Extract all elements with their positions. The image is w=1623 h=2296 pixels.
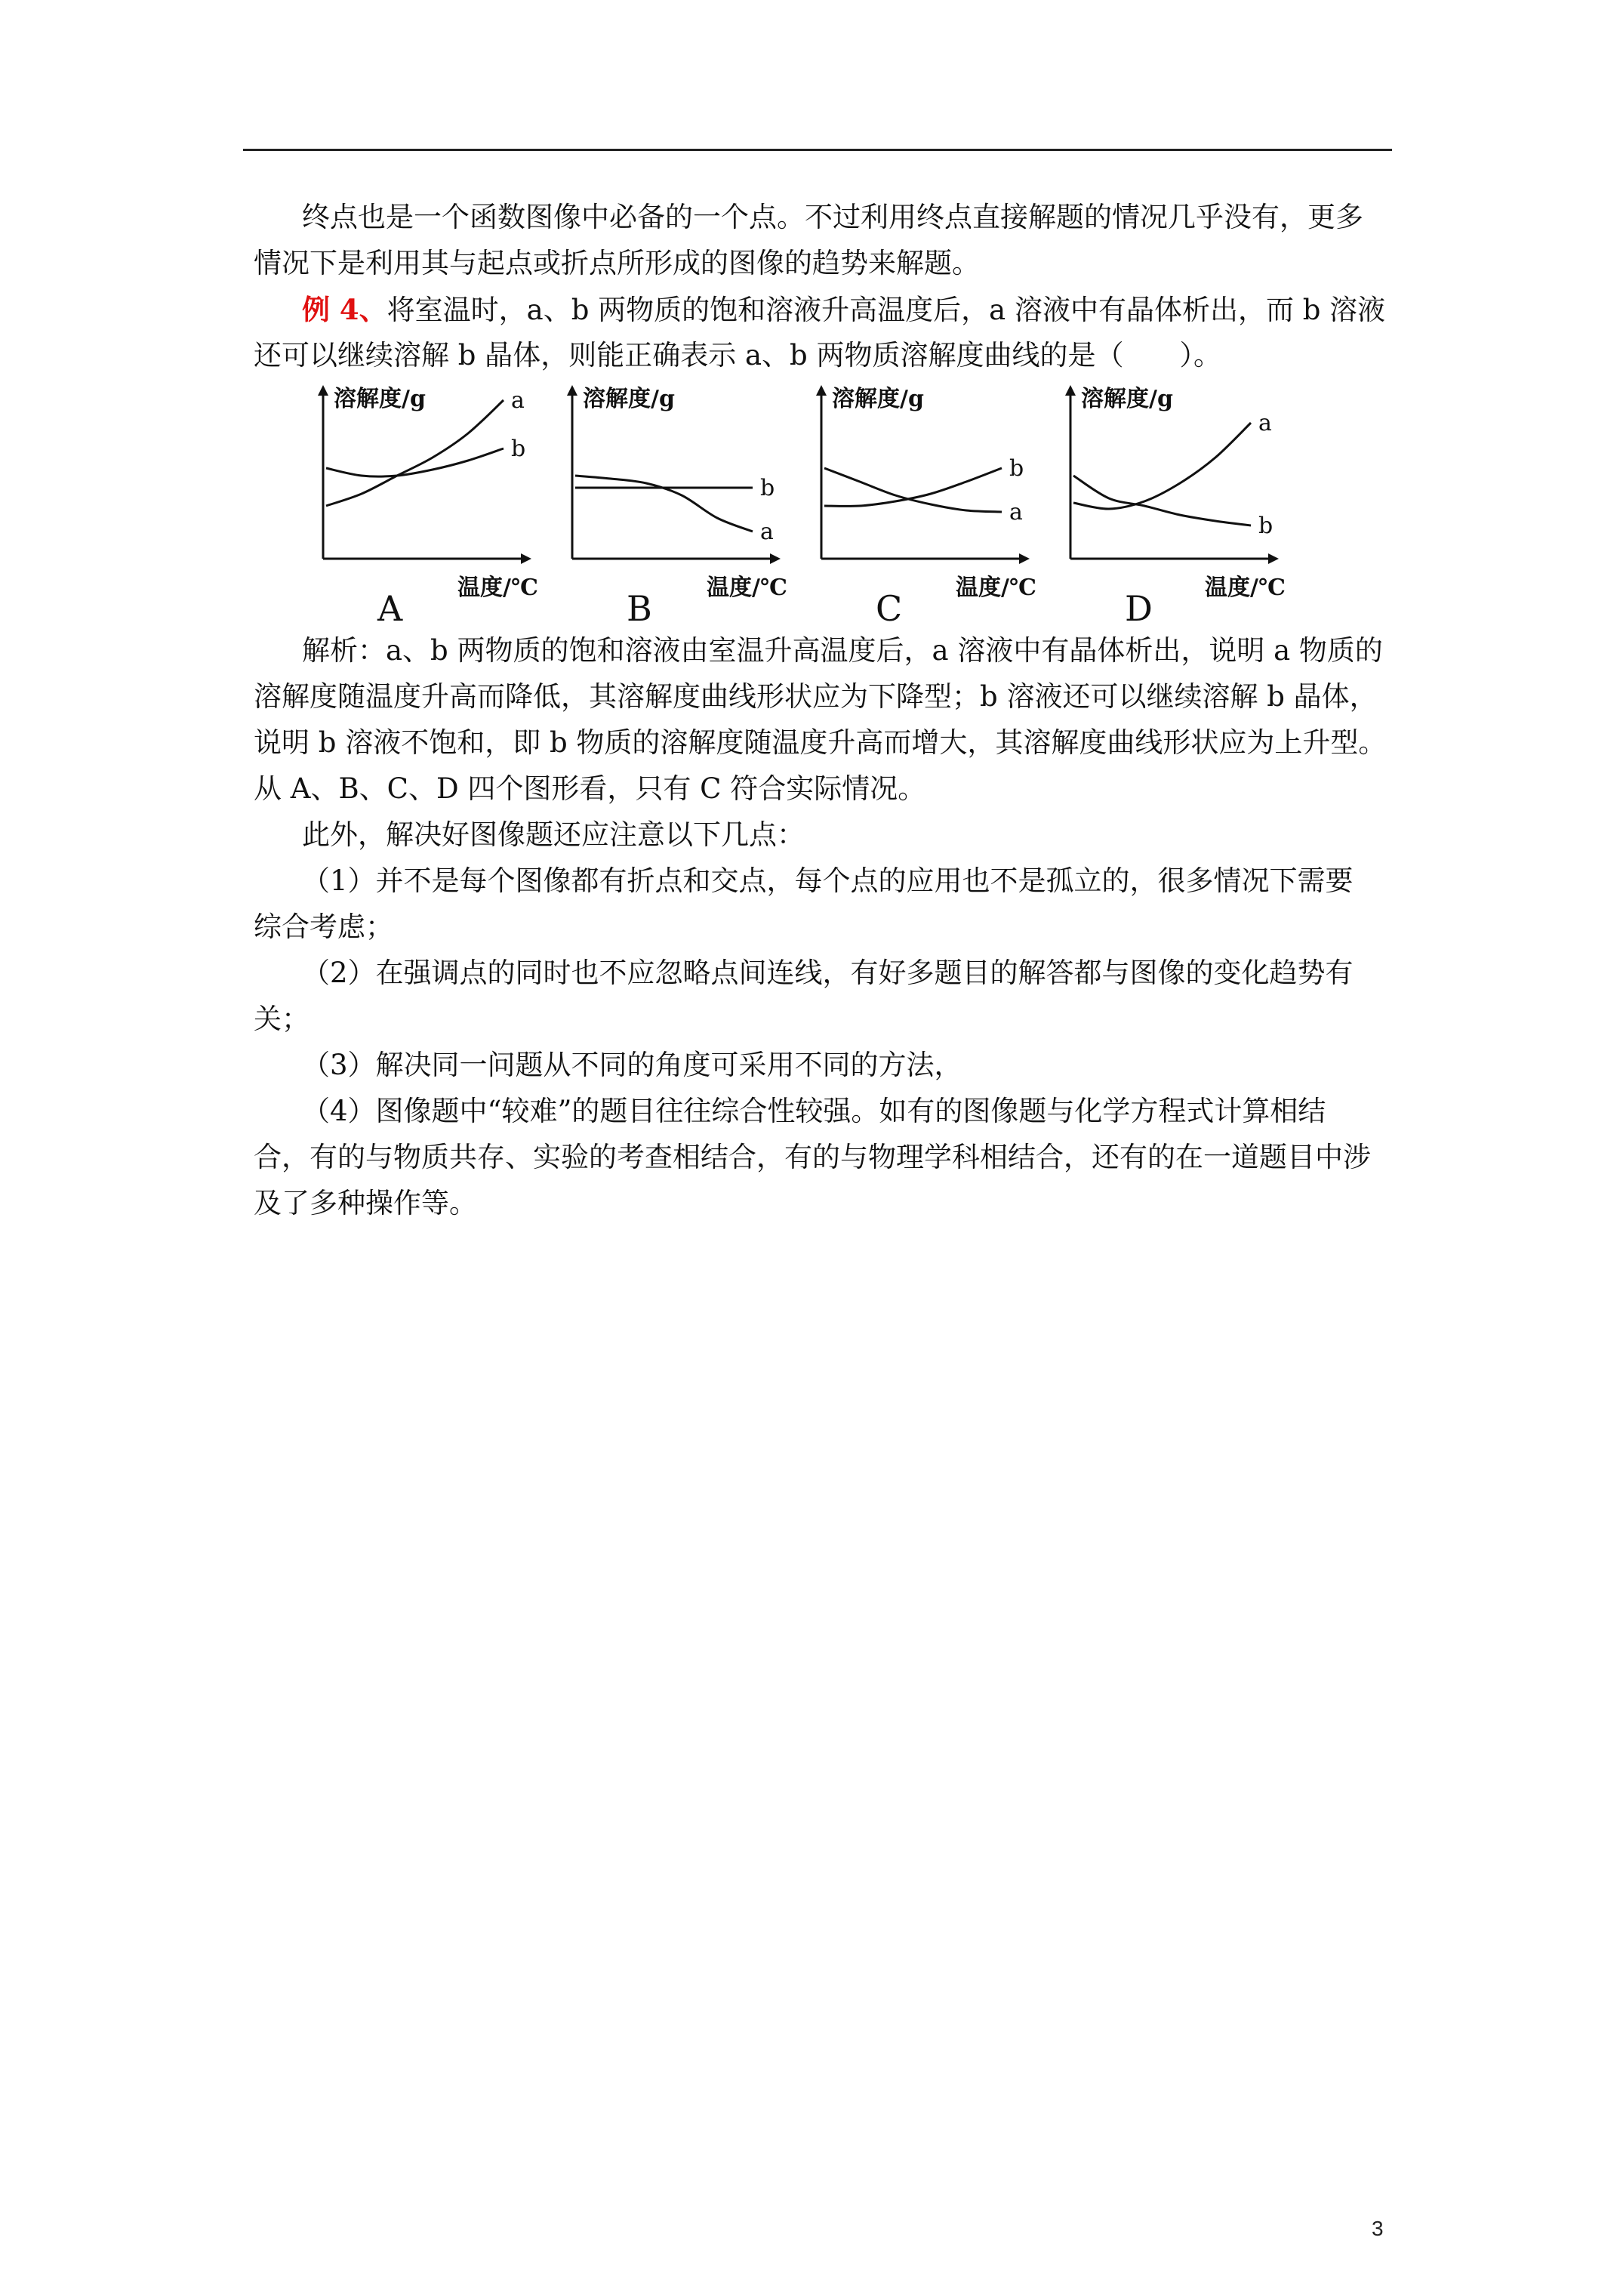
note-4-line-3: 及了多种操作等。 [254,1187,477,1219]
paragraph-line-2: 情况下是利用其与起点或折点所形成的图像的趋势来解题。 [254,247,980,279]
panel-d-curve-b-label: b [1258,513,1273,539]
analysis-line-4: 从 A、B、C、D 四个图形看，只有 C 符合实际情况。 [254,772,926,805]
panel-a-curve-b-label: b [511,436,526,462]
panel-c-ylabel: 溶解度/g [832,386,924,412]
example-line-2: 还可以继续溶解 b 晶体，则能正确表示 a、b 两物质溶解度曲线的是（ ）。 [254,339,1221,371]
panel-c-label: C [876,588,903,629]
note-3: （3）解决同一问题从不同的角度可采用不同的方法， [302,1049,962,1081]
example-line-1 [302,290,1385,330]
panel-b-curve-b-label: b [760,475,775,501]
panel-a-x-axis-arrow [521,553,531,564]
panel-d-x-axis-arrow [1268,553,1279,564]
panel-b-y-axis-arrow [567,385,577,396]
panel-a-curve-a [326,400,504,506]
panel-a-curve-b [326,448,504,476]
panel-a-y-axis-arrow [318,385,328,396]
example-question-text: 将室温时，a、b 两物质的饱和溶液升高温度后，a 溶液中有晶体析出，而 b 溶液 [387,294,1386,326]
panel-c-xlabel: 温度/℃ [956,575,1036,601]
solubility-charts-svg [308,376,1289,629]
panel-b-ylabel: 溶解度/g [583,386,675,412]
panel-b-x-axis-arrow [770,553,781,564]
note-1-line-2: 综合考虑； [254,911,393,943]
analysis-line-3: 说明 b 溶液不饱和，即 b 物质的溶解度随温度升高而增大，其溶解度曲线形状应为上升型。 [254,726,1387,759]
panel-a-xlabel: 温度/℃ [457,575,538,601]
note-1-line-1: （1）并不是每个图像都有折点和交点，每个点的应用也不是孤立的，很多情况下需要 [302,864,1354,897]
notes-intro: 此外，解决好图像题还应注意以下几点： [302,818,805,851]
panel-d-y-axis-arrow [1065,385,1076,396]
panel-d-label: D [1125,588,1153,629]
panel-b-curve-a [575,476,753,532]
note-2-line-1: （2）在强调点的同时也不应忽略点间连线，有好多题目的解答都与图像的变化趋势有 [302,957,1354,989]
note-4-line-2: 合，有的与物质共存、实验的考查相结合，有的与物理学科相结合，还有的在一道题目中涉 [254,1141,1371,1173]
panel-d-ylabel: 溶解度/g [1081,386,1173,412]
panel-d-curve-a-label: a [1258,410,1272,436]
panel-d-curve-a [1073,423,1251,509]
panel-c-curve-b-label: b [1009,455,1024,482]
panel-c-x-axis-arrow [1019,553,1030,564]
panel-b-xlabel: 温度/℃ [707,575,787,601]
note-2-line-2: 关； [254,1003,310,1035]
panel-a-label: A [377,588,403,629]
note-4-line-1: （4）图像题中“较难”的题目往往综合性较强。如有的图像题与化学方程式计算相结 [302,1095,1326,1127]
panel-c-y-axis-arrow [816,385,827,396]
panel-d-xlabel: 温度/℃ [1205,575,1286,601]
panel-a-ylabel: 溶解度/g [334,386,426,412]
analysis-line-2: 溶解度随温度升高而降低，其溶解度曲线形状应为下降型；b 溶液还可以继续溶解 b 晶体， [254,680,1378,713]
analysis-line-1: 解析：a、b 两物质的饱和溶液由室温升高温度后，a 溶液中有晶体析出，说明 a 物质的 [302,634,1383,667]
panel-b-label: B [627,588,652,629]
panel-c-curve-a-label: a [1009,499,1023,525]
panel-d-curve-b [1073,476,1251,525]
panel-b-curve-a-label: a [760,519,774,545]
example-label: 例 4、 [302,293,387,326]
page-number: 3 [1372,2217,1384,2240]
header-rule [243,149,1392,151]
panel-a-curve-a-label: a [511,387,525,414]
paragraph-line-1: 终点也是一个函数图像中必备的一个点。不过利用终点直接解题的情况几乎没有，更多 [302,201,1363,233]
solubility-charts [308,376,1289,629]
